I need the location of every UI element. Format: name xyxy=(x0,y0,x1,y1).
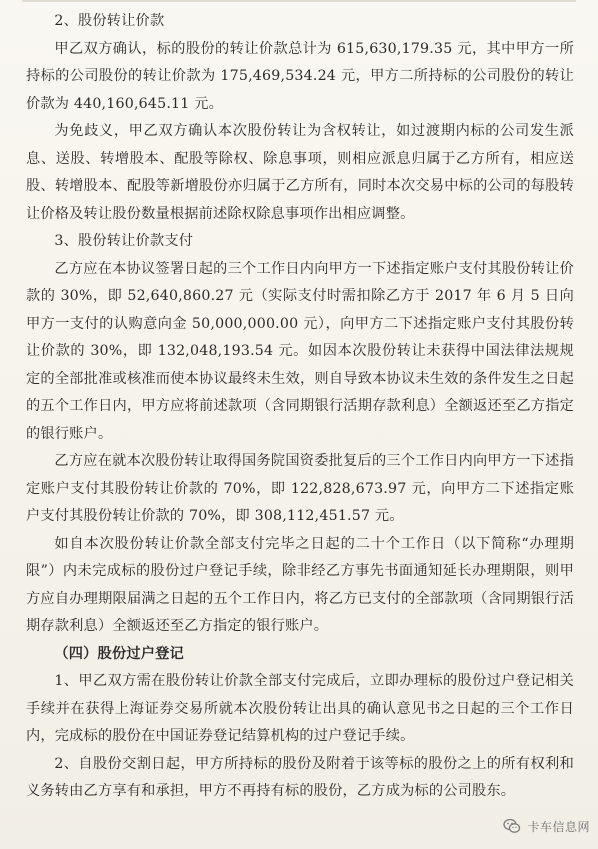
paragraph-registration-procedure: 1、甲乙双方需在股份转让价款全部支付完成后，立即办理标的股份过户登记相关手续并在获得上海证券交易所就本次股份转让出具的确认意见书之日起的三个工作日内，完成标的股份在中国证券登记结算机构的过户登记手续。 xyxy=(26,673,574,744)
paragraph-transfer-price-total: 甲乙双方确认，标的股份的转让价款总计为 615,630,179.35 元，其中甲方一所持标的公司股份的转让价款为 175,469,534.24 元，甲方二所持标的公司股份的转让价款为 440,160,645.11 元。 xyxy=(26,40,574,112)
section-heading-transfer-price: 2、股份转让价款 xyxy=(54,13,165,29)
paragraph-payment-first-installment: 乙方应在本协议签署日起的三个工作日内向甲方一下述指定账户支付其股份转让价款的 30%，即 52,640,860.27 元（实际支付时需扣除乙方于 2017 年 6 月 5 日向甲方一支付的认购意向金 50,000,000.00 元），向甲方二下述指定账户支付其股份转让价款的 30%，即 132,048,193.54 元。如因本次股份转让未获得中国法律法规规定的全部批准或核准而使本协议最终未生效，则自导致本协议未生效的条件发生之日起的五个工作日内，甲方应将前述款项（含同期银行活期存款利息）全额返还至乙方指定的银行账户。 xyxy=(26,260,574,442)
paragraph-payment-second-installment: 乙方应在就本次股份转让取得国务院国资委批复后的三个工作日内向甲方一下述指定账户支付其股份转让价款的 70%，即 122,828,673.97 元，向甲方二下述指定账户支付其股份转让价款的 70%，即 308,112,451.57 元。 xyxy=(26,453,574,524)
section-heading-payment: 3、股份转让价款支付 xyxy=(54,233,194,249)
watermark-text: 卡车信息网 xyxy=(527,819,590,834)
paragraph-rights-transfer: 2、自股份交割日起，甲方所持标的股份及附着于该等标的股份之上的所有权利和义务转由乙方享有和承担，甲方不再持有标的股份，乙方成为标的公司股东。 xyxy=(26,755,574,799)
wechat-icon xyxy=(503,817,521,835)
paragraph-processing-deadline: 如自本次股份转让价款全部支付完毕之日起的二十个工作日（以下简称“办理期限”）内未完成标的股份过户登记手续，除非经乙方事先书面通知延长办理期限，则甲方应自办理期限届满之日起的五个工作日内，将乙方已支付的全部款项（含同期银行活期存款利息）全额返还至乙方指定的银行账户。 xyxy=(26,535,574,634)
watermark xyxy=(503,817,590,835)
paragraph-ex-rights-adjustment: 为免歧义，甲乙双方确认本次股份转让为含权转让，如过渡期内标的公司发生派息、送股、转增股本、配股等除权、除息事项，则相应派息归属于乙方所有，相应送股、转增股本、配股等新增股份亦归属于乙方所有，同时本次交易中标的公司的每股转让价格及转让股份数量根据前述除权除息事项作出相应调整。 xyxy=(26,123,574,222)
page-top-border xyxy=(22,0,576,8)
section-heading-share-transfer-registration: （四）股份过户登记 xyxy=(54,645,184,662)
document-body xyxy=(26,8,574,806)
